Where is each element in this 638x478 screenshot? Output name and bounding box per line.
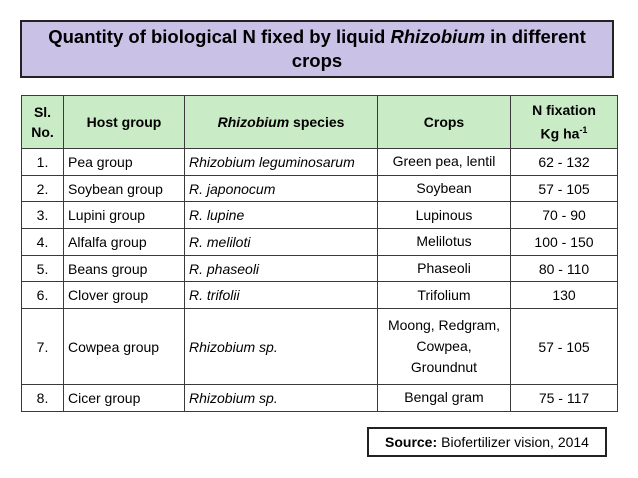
header-sl-no: Sl. No.	[22, 96, 64, 149]
title-part-2: in different	[485, 26, 586, 47]
cell-n-fixation: 130	[511, 282, 618, 309]
cell-host-group: Cowpea group	[64, 309, 185, 385]
crop-line: Groundnut	[410, 359, 478, 376]
cell-crops	[378, 229, 511, 256]
crop-line: Phaseoli	[417, 260, 471, 277]
cell-n-fixation: 100 - 150	[511, 229, 618, 256]
crop-line: Soybean	[416, 180, 472, 197]
cell-n-fixation: 62 - 132	[511, 149, 618, 176]
cell-host-group: Cicer group	[64, 385, 185, 412]
cell-sl-no: 3.	[22, 202, 64, 229]
cell-crops	[378, 282, 511, 309]
header-crops: Crops	[378, 96, 511, 149]
cell-host-group: Pea group	[64, 149, 185, 176]
table-row	[22, 149, 618, 176]
cell-host-group: Lupini group	[64, 202, 185, 229]
title-line-1	[48, 25, 586, 49]
cell-crops	[378, 309, 511, 385]
cell-crops	[378, 385, 511, 412]
table-row	[22, 175, 618, 202]
table-row	[22, 255, 618, 282]
cell-rhizobium-species: Rhizobium sp.	[185, 385, 378, 412]
nitrogen-fixation-table	[21, 95, 618, 412]
table-row	[22, 385, 618, 412]
cell-crops	[378, 202, 511, 229]
cell-sl-no: 2.	[22, 175, 64, 202]
header-n-fixation: N fixation Kg $ha^{-1}$	[511, 96, 618, 149]
crop-line: Trifolium	[417, 286, 471, 303]
table-row	[22, 282, 618, 309]
cell-crops	[378, 149, 511, 176]
cell-rhizobium-species: Rhizobium sp.	[185, 309, 378, 385]
title-part-1: Quantity of biological N fixed by liquid	[48, 26, 391, 47]
cell-crops	[378, 175, 511, 202]
cell-n-fixation: 80 - 110	[511, 255, 618, 282]
cell-n-fixation: 57 - 105	[511, 175, 618, 202]
header-host-group: Host group	[64, 96, 185, 149]
cell-sl-no: 7.	[22, 309, 64, 385]
table-header-row	[22, 96, 618, 149]
cell-sl-no: 5.	[22, 255, 64, 282]
table-row	[22, 309, 618, 385]
crop-line: Green pea, lentil	[392, 153, 496, 170]
table-row	[22, 229, 618, 256]
crop-line: Moong, Redgram,	[387, 317, 501, 334]
cell-host-group: Clover group	[64, 282, 185, 309]
cell-rhizobium-species: Rhizobium leguminosarum	[185, 149, 378, 176]
cell-host-group: Alfalfa group	[64, 229, 185, 256]
cell-rhizobium-species: R. phaseoli	[185, 255, 378, 282]
slide-title	[20, 20, 614, 78]
crop-line: Cowpea,	[416, 338, 472, 355]
cell-host-group: Soybean group	[64, 175, 185, 202]
title-line-2: crops	[291, 50, 343, 71]
cell-rhizobium-species: R. trifolii	[185, 282, 378, 309]
table-row	[22, 202, 618, 229]
crop-line: Melilotus	[416, 233, 472, 250]
cell-n-fixation: 75 - 117	[511, 385, 618, 412]
cell-sl-no: 1.	[22, 149, 64, 176]
title-italic: Rhizobium	[390, 26, 486, 47]
source-label: Source:	[385, 434, 438, 450]
source-text: Biofertilizer vision, 2014	[441, 434, 589, 450]
crop-line: Bengal gram	[404, 389, 484, 406]
cell-host-group: Beans group	[64, 255, 185, 282]
cell-n-fixation: 57 - 105	[511, 309, 618, 385]
header-rhizobium-species: Rhizobium species	[185, 96, 378, 149]
cell-n-fixation: 70 - 90	[511, 202, 618, 229]
cell-rhizobium-species: R. japonocum	[185, 175, 378, 202]
cell-rhizobium-species: R. meliloti	[185, 229, 378, 256]
cell-sl-no: 4.	[22, 229, 64, 256]
cell-crops	[378, 255, 511, 282]
crop-line: Lupinous	[415, 206, 473, 223]
cell-rhizobium-species: R. lupine	[185, 202, 378, 229]
cell-sl-no: 6.	[22, 282, 64, 309]
cell-sl-no: 8.	[22, 385, 64, 412]
source-citation	[367, 427, 607, 457]
